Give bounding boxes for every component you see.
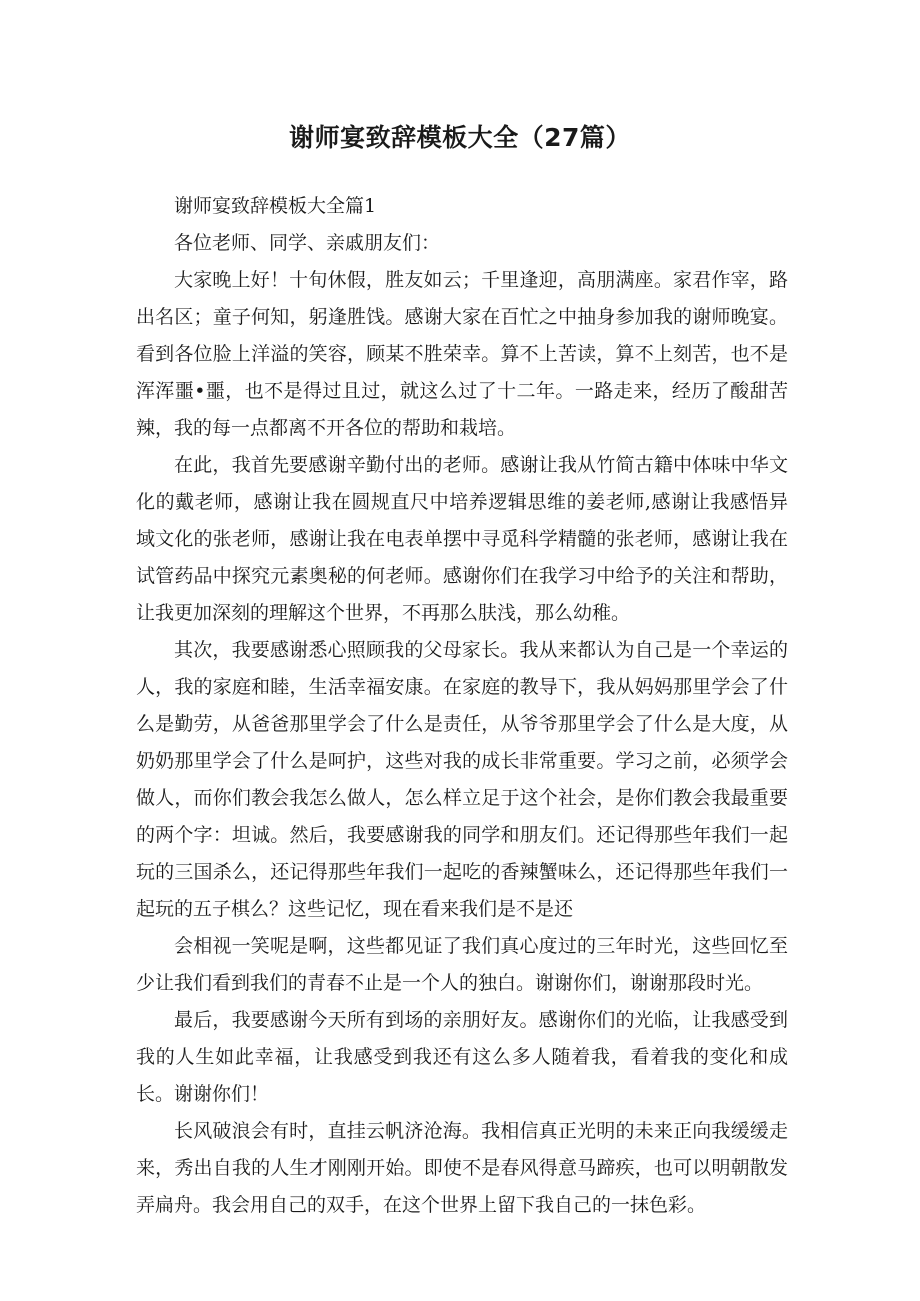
paragraph-relatives: 最后，我要感谢今天所有到场的亲朋好友。感谢你们的光临，让我感受到我的人生如此幸福，让我感受到我还有这么多人随着我，看着我的变化和成长。谢谢你们！ [136, 1009, 788, 1105]
paragraph-teachers: 在此，我首先要感谢辛勤付出的老师。感谢让我从竹简古籍中体味中华文化的戴老师，感谢让我在圆规直尺中培养逻辑思维的姜老师,感谢让我感悟异域文化的张老师，感谢让我在电表单摆中寻觅科学精髓的张老师，感谢让我在试管药品中探究元素奥秘的何老师。感谢你们在我学习中给予的关注和帮助，让我更加深刻的理解这个世界，不再那么肤浅，那么幼稚。 [136, 454, 788, 624]
paragraph-greeting: 各位老师、同学、亲戚朋友们： [174, 232, 441, 254]
section-heading: 谢师宴致辞模板大全篇1 [174, 195, 377, 217]
paragraph-memories: 会相视一笑呢是啊，这些都见证了我们真心度过的三年时光，这些回忆至少让我们看到我们的青春不止是一个人的独白。谢谢你们，谢谢那段时光。 [136, 935, 788, 994]
document-body [136, 188, 788, 1224]
paragraph-opening: 大家晚上好！十旬休假，胜友如云；千里逢迎，高朋满座。家君作宰，路出名区；童子何知，躬逢胜饯。感谢大家在百忙之中抽身参加我的谢师晚宴。看到各位脸上洋溢的笑容，顾某不胜荣幸。算不上苦读，算不上刻苦，也不是浑浑噩•噩，也不是得过且过，就这么过了十二年。一路走来，经历了酸甜苦辣，我的每一点都离不开各位的帮助和栽培。 [136, 269, 788, 439]
document-title: 谢师宴致辞模板大全（27篇） [289, 123, 631, 152]
paragraph-parents-friends: 其次，我要感谢悉心照顾我的父母家长。我从来都认为自己是一个幸运的人，我的家庭和睦，生活幸福安康。在家庭的教导下，我从妈妈那里学会了什么是勤劳，从爸爸那里学会了什么是责任，从爷爷那里学会了什么是大度，从奶奶那里学会了什么是呵护，这些对我的成长非常重要。学习之前，必须学会做人，而你们教会我怎么做人，怎么样立足于这个社会，是你们教会我最重要的两个字：坦诚。然后，我要感谢我的同学和朋友们。还记得那些年我们一起玩的三国杀么，还记得那些年我们一起吃的香辣蟹味么，还记得那些年我们一起玩的五子棋么？这些记忆，现在看来我们是不是还 [136, 639, 788, 920]
paragraph-closing: 长风破浪会有时，直挂云帆济沧海。我相信真正光明的未来正向我缓缓走来，秀出自我的人生才刚刚开始。即使不是春风得意马蹄疾，也可以明朝散发弄扁舟。我会用自己的双手，在这个世界上留下我自己的一抹色彩。 [136, 1120, 788, 1216]
